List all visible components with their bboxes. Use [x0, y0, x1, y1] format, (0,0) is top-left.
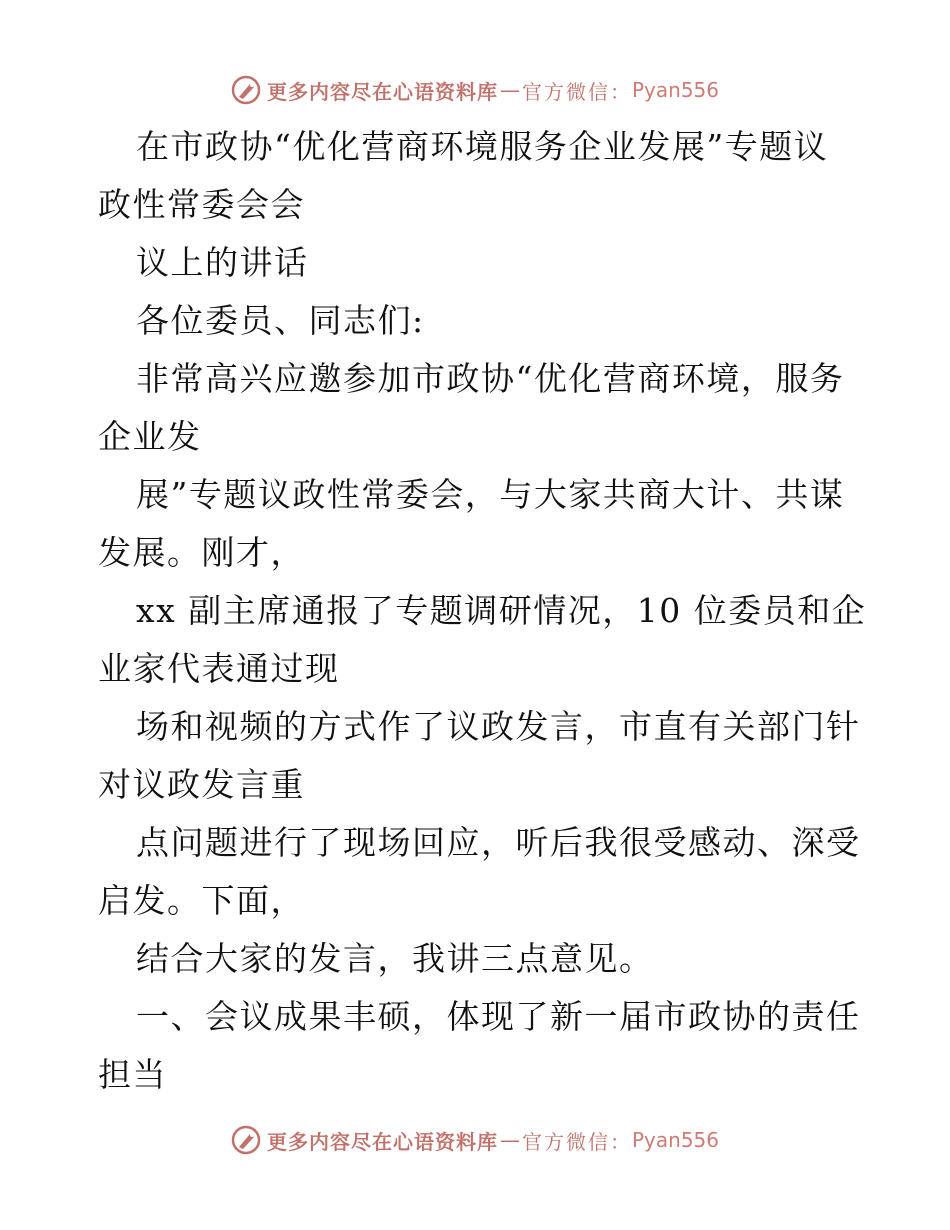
pen-logo-icon: [231, 1125, 261, 1155]
watermark-brand: 更多内容尽在心语资料库: [266, 79, 498, 104]
pen-logo-icon: [231, 75, 261, 105]
watermark-separator: —: [499, 1128, 520, 1152]
text-line: 展”专题议政性常委会，与大家共商大计、共谋: [136, 475, 845, 514]
text-line: 政性常委会会: [98, 185, 305, 224]
header-watermark: [0, 70, 950, 110]
text-line: 启发。下面，: [98, 881, 305, 920]
watermark-wechat-id: Pyan556: [631, 78, 719, 102]
text-line: 在市政协“优化营商环境服务企业发展”专题议: [136, 127, 829, 166]
text-line: 发展。刚才，: [98, 533, 305, 572]
text-line: 一、会议成果丰硕，体现了新一届市政协的责任: [136, 997, 861, 1036]
text-line: 场和视频的方式作了议政发言，市直有关部门针: [136, 707, 861, 746]
watermark-wechat-id: Pyan556: [631, 1128, 719, 1152]
watermark-separator: —: [499, 78, 520, 102]
text-line: 结合大家的发言，我讲三点意见。: [136, 939, 654, 978]
text-line: xx 副主席通报了专题调研情况，10 位委员和企: [136, 591, 867, 630]
text-line: 对议政发言重: [98, 765, 305, 804]
watermark-brand: 更多内容尽在心语资料库: [266, 1129, 498, 1154]
text-line: 非常高兴应邀参加市政协“优化营商环境，服务: [136, 359, 845, 398]
footer-watermark: [0, 1120, 950, 1160]
text-line: 担当: [98, 1055, 167, 1094]
text-line: 企业发: [98, 417, 202, 456]
text-line: 议上的讲话: [136, 243, 309, 282]
text-line: 业家代表通过现: [98, 649, 340, 688]
text-line: 各位委员、同志们:: [136, 301, 425, 340]
document-body: [98, 118, 867, 1104]
watermark-official: 官方微信：: [521, 1129, 632, 1154]
text-line: 点问题进行了现场回应，听后我很受感动、深受: [136, 823, 861, 862]
watermark-official: 官方微信：: [521, 79, 632, 104]
